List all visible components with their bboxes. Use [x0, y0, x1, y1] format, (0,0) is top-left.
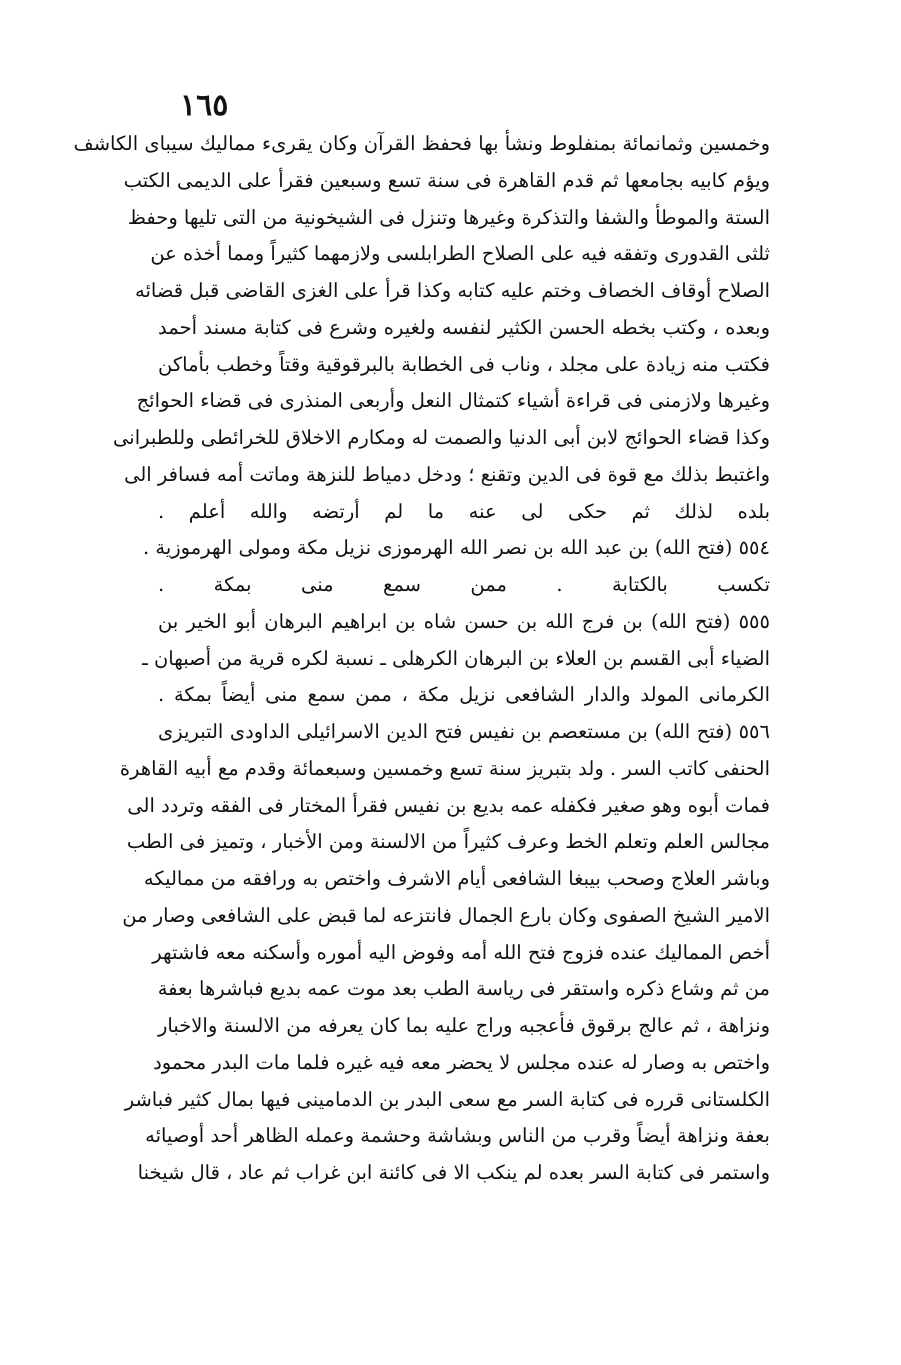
text-line: الستة والموطأ والشفا والتذكرة وغيرها وتنزل فى الشيخونية من التى تليها وحفظ	[127, 205, 770, 229]
text-line: وبعده ، وكتب بخطه الحسن الكثير لنفسه ولغيره وشرع فى كتابة مسند أحمد	[158, 315, 770, 339]
text-line: الحنفى كاتب السر . ولد بتبريز سنة تسع وخمسين وسبعمائة وقدم مع أبيه القاهرة	[119, 756, 770, 780]
text-line: فكتب منه زيادة على مجلد ، وناب فى الخطابة بالبرقوقية وقتاً وخطب بأماكن	[158, 352, 770, 376]
text-line: وكذا قضاء الحوائج لابن أبى الدنيا والصمت له ومكارم الاخلاق للخرائطى وللطبرانى	[113, 426, 770, 449]
text-line: ثلثى القدورى وتفقه فيه على الصلاح الطرابلسى ولازمهما كثيراً ومما أخذه عن	[150, 242, 770, 266]
text-line: ونزاهة ، ثم عالج برقوق فأعجبه وراج عليه بما كان يعرفه من الالسنة والاخبار	[158, 1014, 770, 1037]
text-line: واستمر فى كتابة السر بعده لم ينكب الا فى كائنة ابن غراب ثم عاد ، قال شيخنا	[137, 1161, 770, 1184]
text-line: تكسب بالكتابة . ممن سمع منى بمكة .	[158, 573, 770, 596]
text-line: الكلستانى قرره فى كتابة السر مع سعى البدر بن الدمامينى فيها بمال كثير فباشر	[124, 1087, 770, 1111]
text-line: فمات أبوه وهو صغير فكفله عمه بديع بن نفيس فقرأ المختار فى الفقه وتردد الى	[127, 793, 770, 817]
text-line: من ثم وشاع ذكره واستقر فى رياسة الطب بعد موت عمه بديع فباشرها بعفة	[157, 977, 770, 1001]
text-line: الكرمانى المولد والدار الشافعى نزيل مكة ، ممن سمع منى أيضاً بمكة .	[158, 683, 770, 707]
text-line: بلده لذلك ثم حكى لى عنه ما لم أرتضه والله أعلم .	[158, 499, 770, 523]
text-line: الامير الشيخ الصفوى وكان بارع الجمال فانتزعه لما قبض على الشافعى وصار من	[122, 903, 770, 927]
text-line: الصلاح أوقاف الخصاف وختم عليه كتابه وكذا قرأ على الغزى القاضى قبل قضائه	[135, 279, 770, 302]
entry-554-line: ٥٥٤ (فتح الله) بن عبد الله بن نصر الله الهرموزى نزيل مكة ومولى الهرموزية .	[142, 536, 770, 560]
text-line: أخص المماليك عنده فزوج فتح الله أمه وفوض اليه أموره وأسكنه معه فاشتهر	[152, 940, 770, 964]
text-line: واختص به وصار له عنده مجلس لا يحضر معه فيه غيره فلما مات البدر محمود	[153, 1050, 770, 1074]
text-line: وخمسين وثمانمائة بمنفلوط ونشأ بها فحفظ القرآن وكان يقرىء مماليك سيباى الكاشف	[73, 132, 770, 155]
page-number: ١٦٥	[180, 88, 229, 123]
entry-555-line: ٥٥٥ (فتح الله) بن فرج الله بن حسن شاه بن ابراهيم البرهان أبو الخير بن	[158, 609, 770, 633]
text-line: مجالس العلم وتعلم الخط وعرف كثيراً من الالسنة ومن الأخبار ، وتميز فى الطب	[126, 830, 770, 854]
body-text	[73, 126, 770, 1192]
text-line: واغتبط بذلك مع قوة فى الدين وتقنع ؛ ودخل دمياط للنزهة وماتت أمه فسافر الى	[124, 462, 770, 486]
entry-556-line: ٥٥٦ (فتح الله) بن مستعصم بن نفيس فتح الدين الاسرائيلى الداودى التبريزى	[158, 720, 770, 743]
text-line: ويؤم كابيه بجامعها ثم قدم القاهرة فى سنة تسع وسبعين فقرأ على الديمى الكتب	[123, 168, 770, 192]
text-line: وغيرها ولازمنى فى قراءة أشياء كتمثال النعل وأربعى المنذرى فى قضاء الحوائج	[136, 389, 770, 413]
text-line: بعفة ونزاهة أيضاً وقرب من الناس وبشاشة وحشمة وعمله الظاهر أحد أوصيائه	[145, 1124, 770, 1148]
text-line: الضياء أبى القسم بن العلاء بن البرهان الكرهلى ـ نسبة لكره قرية من أصبهان ـ	[142, 646, 770, 670]
text-line: وباشر العلاج وصحب بيبغا الشافعى أيام الاشرف واختص به ورافقه من مماليكه	[143, 867, 770, 890]
